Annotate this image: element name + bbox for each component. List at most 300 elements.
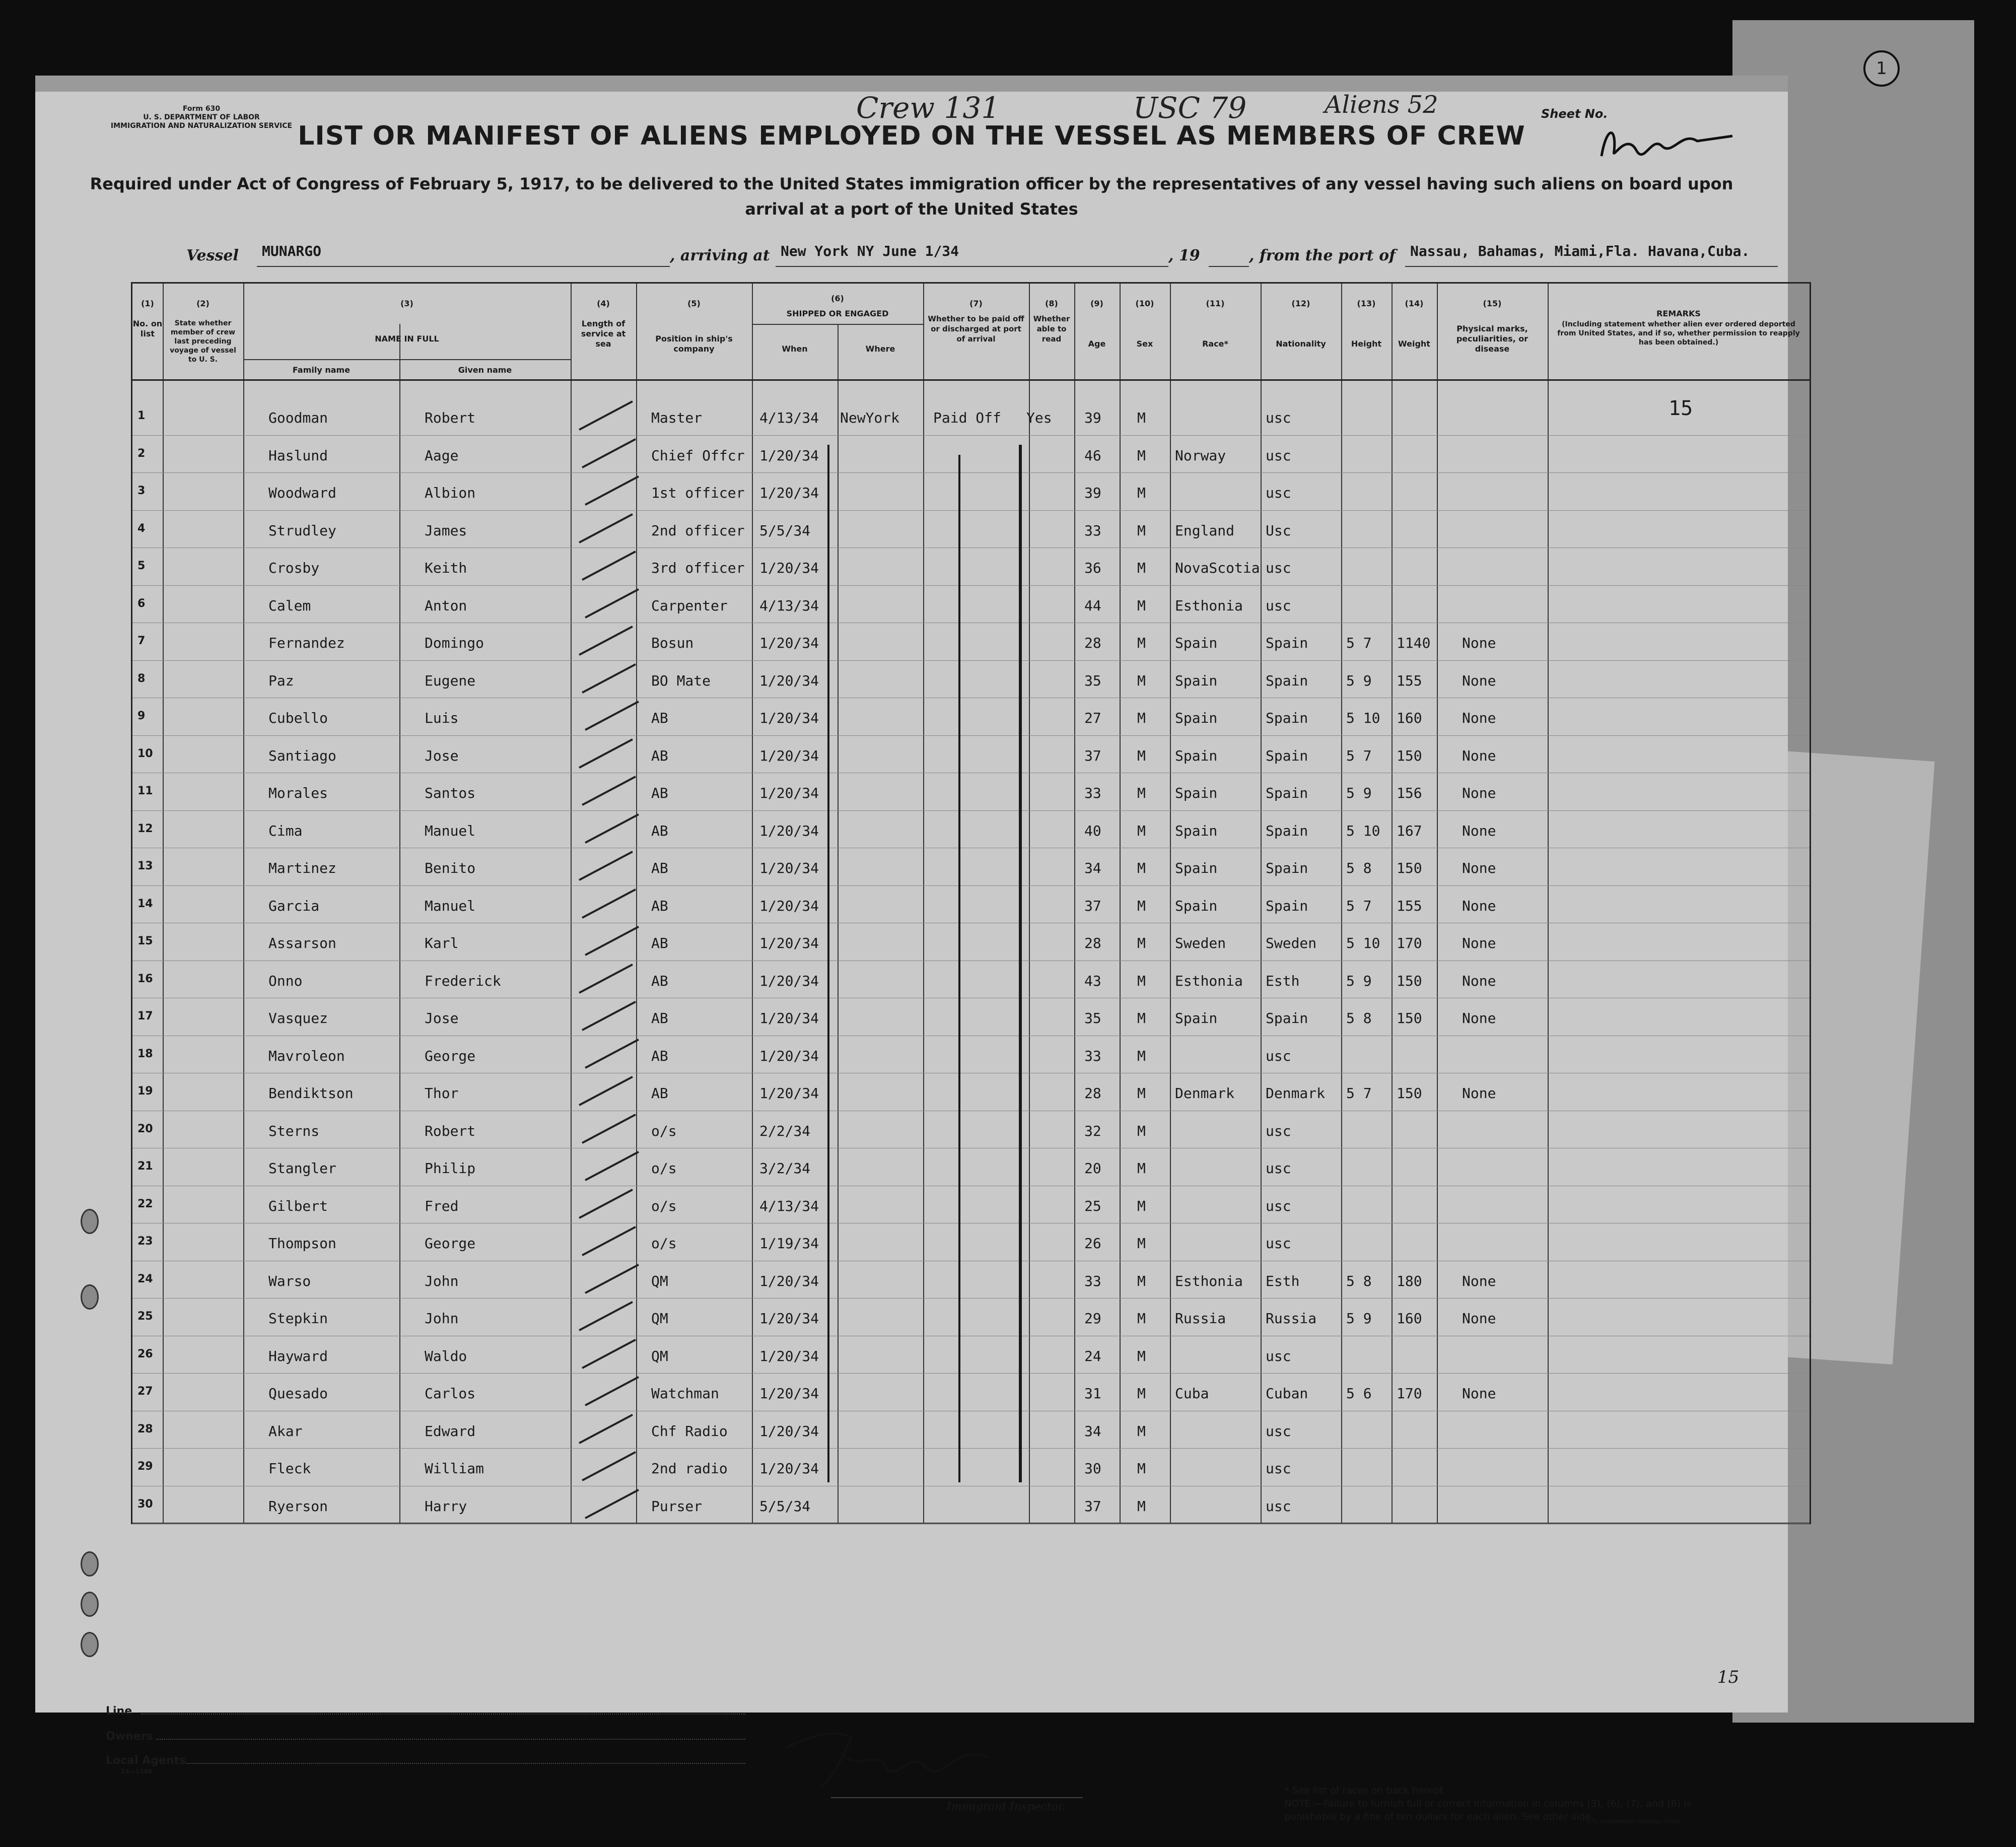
sheet-no-label: Sheet No.: [1541, 107, 1608, 121]
service-check-mark: [579, 1189, 633, 1219]
header-shipped-num: (6): [831, 294, 844, 303]
cell-nationality: usc: [1266, 1497, 1291, 1515]
cell-given-name: Eugene: [425, 672, 476, 689]
cell-given-name: Manuel: [425, 822, 476, 839]
cell-family-name: Goodman: [268, 409, 328, 426]
header-position: Position in ship's company: [655, 334, 733, 354]
page-top-strip: [35, 76, 1788, 92]
cell-nationality: Spain: [1266, 1010, 1308, 1027]
cell-weight: 150: [1397, 1010, 1422, 1027]
row-rule: [132, 735, 1810, 736]
cell-family-name: Fernandez: [268, 635, 345, 651]
signature-scrawl: [776, 1718, 1007, 1793]
cell-position: AB: [651, 860, 668, 876]
races-note: * See list of races on back hereof.: [1284, 1785, 1445, 1796]
cell-position: Purser: [651, 1497, 703, 1515]
header-nationality: Nationality: [1276, 339, 1326, 349]
cell-nationality: Spain: [1266, 747, 1308, 764]
cell-physical-marks: None: [1462, 1272, 1496, 1289]
cell-nationality: Spain: [1266, 710, 1308, 726]
binder-hole: [81, 1284, 99, 1310]
cell-shipped-when: 1/20/34: [759, 672, 819, 689]
cell-height: 5 7: [1346, 897, 1372, 914]
cell-physical-marks: None: [1462, 1085, 1496, 1102]
cell-family-name: Stepkin: [268, 1310, 328, 1327]
cell-given-name: Albion: [425, 485, 476, 501]
cell-age: 28: [1084, 1085, 1101, 1102]
binder-hole: [81, 1551, 99, 1577]
cell-sex: M: [1137, 1460, 1146, 1477]
cell-age: 28: [1084, 635, 1101, 651]
cell-race: Russia: [1175, 1310, 1226, 1327]
header-paid: Whether to be paid off or discharged at port of arrival: [928, 314, 1024, 344]
cell-weight: 150: [1397, 747, 1422, 764]
cell-shipped-when: 1/20/34: [759, 785, 819, 801]
cell-nationality: Russia: [1266, 1310, 1317, 1327]
service-check-mark: [579, 400, 633, 431]
cell-row-number: 30: [137, 1497, 153, 1511]
cell-given-name: Jose: [425, 1010, 459, 1027]
header-prev-voyage-num: (2): [196, 299, 210, 308]
cell-age: 24: [1084, 1347, 1101, 1364]
cell-race: Norway: [1175, 447, 1226, 464]
cell-sex: M: [1137, 447, 1146, 464]
cell-race: Spain: [1175, 897, 1218, 914]
cell-nationality: Spain: [1266, 897, 1308, 914]
cell-given-name: Karl: [425, 935, 459, 951]
cell-family-name: Stangler: [268, 1160, 336, 1177]
cell-age: 36: [1084, 560, 1101, 576]
cell-weight: 155: [1397, 672, 1422, 689]
cell-given-name: Aage: [425, 447, 459, 464]
cell-race: Esthonia: [1175, 972, 1243, 989]
page-number-circle: 1: [1863, 50, 1900, 87]
cell-physical-marks: None: [1462, 785, 1496, 801]
header-where: Where: [865, 344, 895, 354]
cell-sex: M: [1137, 897, 1146, 914]
service-check-mark: [582, 888, 636, 919]
cell-sex: M: [1137, 1272, 1146, 1289]
header-remarks: REMARKS: [1656, 309, 1701, 318]
col-divider: [399, 324, 400, 1523]
cell-age: 29: [1084, 1310, 1101, 1327]
cell-race: Spain: [1175, 822, 1218, 839]
cell-family-name: Paz: [268, 672, 294, 689]
cell-sex: M: [1137, 1122, 1146, 1139]
cell-height: 5 10: [1346, 935, 1380, 951]
cell-weight: 160: [1397, 1310, 1422, 1327]
ditto-bar-paid: [958, 455, 960, 1482]
service-check-mark: [579, 513, 633, 543]
cell-position: 2nd radio: [651, 1460, 728, 1477]
cell-age: 46: [1084, 447, 1101, 464]
crew-manifest-table: [131, 282, 1811, 1524]
header-race-num: (11): [1206, 299, 1225, 308]
cell-given-name: Harry: [425, 1497, 467, 1515]
header-remarks-note: (Including statement whether alien ever ordered deported from United States, and if so, whether permission to reapply has been obtained.): [1557, 320, 1800, 347]
year-underline: [1209, 266, 1249, 267]
cell-weight: 160: [1397, 710, 1422, 726]
cell-shipped-when: 1/20/34: [759, 1385, 819, 1402]
col-divider: [1120, 284, 1121, 1523]
arriving-value: New York NY June 1/34: [781, 243, 959, 259]
cell-family-name: Bendiktson: [268, 1085, 354, 1102]
cell-race: Sweden: [1175, 935, 1226, 951]
from-underline: [1405, 266, 1778, 267]
cell-position: Carpenter: [651, 597, 728, 614]
cell-shipped-when: 2/2/34: [759, 1122, 811, 1139]
cell-row-number: 2: [137, 447, 146, 460]
col-divider: [1170, 284, 1171, 1523]
cell-row-number: 10: [137, 747, 153, 760]
cell-race: Esthonia: [1175, 1272, 1243, 1289]
cell-race: Esthonia: [1175, 597, 1243, 614]
cell-nationality: usc: [1266, 597, 1291, 614]
cell-race: Spain: [1175, 1010, 1218, 1027]
cell-family-name: Thompson: [268, 1235, 336, 1252]
cell-race: Spain: [1175, 785, 1218, 801]
service-check-mark: [585, 1039, 639, 1069]
cell-shipped-when: 5/5/34: [759, 522, 811, 539]
cell-sex: M: [1137, 1047, 1146, 1064]
binder-hole: [81, 1209, 99, 1234]
cell-family-name: Akar: [268, 1422, 303, 1440]
row-rule: [132, 435, 1810, 436]
cell-given-name: Anton: [425, 597, 467, 614]
cell-nationality: usc: [1266, 485, 1291, 501]
cell-row-number: 1: [137, 409, 146, 422]
cell-given-name: Thor: [425, 1085, 459, 1102]
cell-physical-marks: None: [1462, 822, 1496, 839]
cell-sex: M: [1137, 1235, 1146, 1252]
cell-position: AB: [651, 1047, 668, 1064]
cell-row-number: 19: [137, 1085, 153, 1098]
cell-row-number: 23: [137, 1235, 153, 1248]
cell-family-name: Fleck: [268, 1460, 311, 1477]
cell-physical-marks: None: [1462, 1385, 1496, 1402]
cell-position: AB: [651, 710, 668, 726]
handwritten-crew-count: Crew 131: [856, 91, 1000, 125]
cell-row-number: 5: [137, 560, 146, 572]
cell-nationality: usc: [1266, 1460, 1291, 1477]
agents-dotted: [186, 1763, 745, 1764]
cell-row-number: 28: [137, 1422, 153, 1435]
cell-height: 5 7: [1346, 1085, 1372, 1102]
header-service-num: (4): [597, 299, 610, 308]
cell-family-name: Woodward: [268, 485, 336, 501]
shipped-subrule: [752, 324, 923, 325]
cell-shipped-when: 1/20/34: [759, 935, 819, 951]
year-label: , 19: [1168, 247, 1200, 264]
cell-nationality: Spain: [1266, 672, 1308, 689]
cell-family-name: Morales: [268, 785, 328, 801]
handwritten-aliens-count: Aliens 52: [1325, 91, 1438, 119]
cell-sex: M: [1137, 1085, 1146, 1102]
cell-age: 32: [1084, 1122, 1101, 1139]
cell-given-name: John: [425, 1310, 459, 1327]
cell-race: Cuba: [1175, 1385, 1209, 1402]
service-check-mark: [582, 1226, 636, 1256]
owners-dotted: [156, 1739, 745, 1740]
cell-age: 35: [1084, 672, 1101, 689]
cell-position: QM: [651, 1272, 668, 1289]
cell-weight: 155: [1397, 897, 1422, 914]
cell-position: BO Mate: [651, 672, 711, 689]
service-check-mark: [579, 1076, 633, 1106]
cell-sex: M: [1137, 822, 1146, 839]
cell-row-number: 22: [137, 1197, 153, 1210]
cell-position: AB: [651, 1085, 668, 1102]
line-label: Line: [106, 1705, 132, 1718]
cell-shipped-when: 4/13/34: [759, 1197, 819, 1214]
cell-given-name: Waldo: [425, 1347, 467, 1364]
printing-office: U. S. GOVERNMENT PRINTING OFFICE: [1586, 1819, 1681, 1825]
header-read-num: (8): [1045, 299, 1058, 308]
cell-nationality: usc: [1266, 1122, 1291, 1139]
vessel-name: MUNARGO: [262, 243, 322, 259]
cell-shipped-when: 1/20/34: [759, 635, 819, 651]
col-divider: [1029, 284, 1030, 1523]
service-check-mark: [579, 1414, 633, 1444]
header-marks: Physical marks, peculiarities, or disease: [1456, 324, 1528, 354]
cell-position: 3rd officer: [651, 560, 745, 576]
cell-given-name: George: [425, 1047, 476, 1064]
header-sex-num: (10): [1135, 299, 1154, 308]
cell-shipped-when: 1/20/34: [759, 1310, 819, 1327]
cell-row-number: 8: [137, 672, 146, 685]
cell-family-name: Ryerson: [268, 1497, 328, 1515]
header-no-num: (1): [141, 299, 154, 308]
cell-row-number: 9: [137, 710, 146, 722]
cell-nationality: Esth: [1266, 1272, 1300, 1289]
agents-label: Local Agents: [106, 1754, 186, 1767]
cell-weight: 167: [1397, 822, 1422, 839]
cell-family-name: Cima: [268, 822, 303, 839]
cell-position: o/s: [651, 1197, 677, 1214]
cell-given-name: Robert: [425, 1122, 476, 1139]
col-divider: [1392, 284, 1393, 1523]
header-when: When: [782, 344, 808, 354]
service-check-mark: [585, 1151, 639, 1181]
cell-position: QM: [651, 1347, 668, 1364]
cell-row-number: 24: [137, 1272, 153, 1285]
cell-race: Spain: [1175, 860, 1218, 876]
service-check-mark: [585, 475, 639, 506]
cell-age: 20: [1084, 1160, 1101, 1177]
cell-race: Spain: [1175, 710, 1218, 726]
cell-nationality: usc: [1266, 1160, 1291, 1177]
cell-shipped-when: 5/5/34: [759, 1497, 811, 1515]
from-label: , from the port of: [1249, 247, 1396, 264]
header-age: Age: [1088, 339, 1106, 349]
cell-physical-marks: None: [1462, 935, 1496, 951]
cell-family-name: Warso: [268, 1272, 311, 1289]
cell-given-name: Keith: [425, 560, 467, 576]
row-rule: [132, 585, 1810, 586]
cell-sex: M: [1137, 1422, 1146, 1440]
agents-code: 14—1340: [121, 1768, 153, 1775]
service-check-mark: [582, 1001, 636, 1031]
cell-nationality: usc: [1266, 447, 1291, 464]
cell-nationality: Esth: [1266, 972, 1300, 989]
remarks-count: 15: [1669, 397, 1693, 420]
cell-position: AB: [651, 747, 668, 764]
service-check-mark: [579, 964, 633, 994]
cell-position: o/s: [651, 1235, 677, 1252]
cell-age: 28: [1084, 935, 1101, 951]
cell-age: 37: [1084, 897, 1101, 914]
cell-position: Chf Radio: [651, 1422, 728, 1440]
cell-race: Denmark: [1175, 1085, 1235, 1102]
cell-sex: M: [1137, 409, 1146, 426]
cell-shipped-when: 3/2/34: [759, 1160, 811, 1177]
col-divider: [636, 284, 637, 1523]
col-divider: [243, 284, 244, 1523]
cell-sex: M: [1137, 860, 1146, 876]
row-rule: [132, 1448, 1810, 1449]
cell-height: 5 8: [1346, 1272, 1372, 1289]
cell-age: 40: [1084, 822, 1101, 839]
cell-shipped-when: 1/20/34: [759, 1047, 819, 1064]
handwritten-usc-count: USC 79: [1133, 91, 1247, 125]
vessel-label: Vessel: [186, 247, 239, 264]
cell-shipped-when: 1/20/34: [759, 1460, 819, 1477]
cell-shipped-when: 1/20/34: [759, 710, 819, 726]
header-no: No. on list: [132, 319, 163, 338]
cell-family-name: Gilbert: [268, 1197, 328, 1214]
header-name-num: (3): [400, 299, 413, 308]
cell-race: Spain: [1175, 672, 1218, 689]
cell-paid-off: Paid Off: [933, 409, 1001, 426]
ditto-bar-where: [827, 445, 829, 1482]
header-shipped: SHIPPED OR ENGAGED: [786, 309, 889, 318]
service-check-mark: [585, 1376, 639, 1406]
cell-position: AB: [651, 972, 668, 989]
cell-nationality: Spain: [1266, 860, 1308, 876]
cell-shipped-when: 1/20/34: [759, 1422, 819, 1440]
cell-family-name: Martinez: [268, 860, 336, 876]
inspector-rule: [831, 1797, 1083, 1798]
cell-family-name: Strudley: [268, 522, 336, 539]
cell-family-name: Onno: [268, 972, 303, 989]
cell-age: 37: [1084, 1497, 1101, 1515]
cell-given-name: Manuel: [425, 897, 476, 914]
row-rule: [132, 1523, 1810, 1524]
cell-weight: 150: [1397, 972, 1422, 989]
cell-nationality: usc: [1266, 1197, 1291, 1214]
name-subrule: [243, 359, 571, 360]
cell-row-number: 15: [137, 935, 153, 947]
cell-physical-marks: None: [1462, 672, 1496, 689]
cell-shipped-when: 4/13/34: [759, 597, 819, 614]
inspector-label: Immigrant Inspector.: [947, 1801, 1066, 1813]
cell-physical-marks: None: [1462, 1310, 1496, 1327]
service-check-mark: [582, 1114, 636, 1144]
cell-position: AB: [651, 822, 668, 839]
header-paid-num: (7): [969, 299, 983, 308]
col-divider: [1341, 284, 1342, 1523]
cell-physical-marks: None: [1462, 747, 1496, 764]
ditto-bar-read: [1019, 445, 1022, 1482]
cell-given-name: Carlos: [425, 1385, 476, 1402]
cell-shipped-when: 1/20/34: [759, 747, 819, 764]
cell-able-to-read: Yes: [1026, 409, 1052, 426]
from-port-value: Nassau, Bahamas, Miami,Fla. Havana,Cuba.: [1410, 243, 1750, 259]
service-check-mark: [579, 851, 633, 881]
cell-position: Master: [651, 409, 703, 426]
cell-given-name: Luis: [425, 710, 459, 726]
row-rule: [132, 885, 1810, 886]
cell-given-name: Edward: [425, 1422, 476, 1440]
binder-hole: [81, 1592, 99, 1617]
cell-age: 37: [1084, 747, 1101, 764]
cell-age: 39: [1084, 409, 1101, 426]
cell-position: AB: [651, 935, 668, 951]
service-check-mark: [585, 1264, 639, 1294]
cell-position: Bosun: [651, 635, 694, 651]
cell-row-number: 16: [137, 972, 153, 985]
cell-sex: M: [1137, 972, 1146, 989]
cell-given-name: Robert: [425, 409, 476, 426]
col-divider: [752, 284, 753, 1523]
cell-age: 44: [1084, 597, 1101, 614]
cell-shipped-when: 1/20/34: [759, 1272, 819, 1289]
service-check-mark: [582, 551, 636, 581]
header-bottom-rule: [132, 379, 1810, 381]
cell-nationality: usc: [1266, 560, 1291, 576]
cell-shipped-where: NewYork: [840, 409, 900, 426]
cell-given-name: Santos: [425, 785, 476, 801]
cell-row-number: 12: [137, 822, 153, 835]
cell-sex: M: [1137, 747, 1146, 764]
header-service: Length of service at sea: [581, 319, 626, 349]
col-divider: [838, 324, 839, 1523]
cell-shipped-when: 1/20/34: [759, 560, 819, 576]
form-service: IMMIGRATION AND NATURALIZATION SERVICE: [110, 122, 293, 130]
cell-physical-marks: None: [1462, 897, 1496, 914]
cell-age: 25: [1084, 1197, 1101, 1214]
cell-position: AB: [651, 1010, 668, 1027]
cell-shipped-when: 1/20/34: [759, 822, 819, 839]
header-height: Height: [1351, 339, 1382, 349]
service-check-mark: [585, 588, 639, 619]
page-subtitle: Required under Act of Congress of February 5, 1917, to be delivered to the United States immigration officer by the representatives of any vessel having such aliens on board upon arrival at a port of the United States: [90, 174, 1733, 219]
cell-nationality: Cuban: [1266, 1385, 1308, 1402]
header-age-num: (9): [1090, 299, 1103, 308]
service-check-mark: [579, 738, 633, 769]
col-divider: [1548, 284, 1549, 1523]
cell-weight: 150: [1397, 1085, 1422, 1102]
cell-height: 5 8: [1346, 1010, 1372, 1027]
header-sex: Sex: [1136, 339, 1153, 349]
cell-family-name: Mavroleon: [268, 1047, 345, 1064]
cell-sex: M: [1137, 1497, 1146, 1515]
cell-sex: M: [1137, 710, 1146, 726]
header-prev-voyage: State whether member of crew last preceding voyage of vessel to U. S.: [170, 319, 236, 364]
cell-age: 35: [1084, 1010, 1101, 1027]
cell-family-name: Haslund: [268, 447, 328, 464]
header-nationality-num: (12): [1291, 299, 1310, 308]
col-divider: [1261, 284, 1262, 1523]
cell-height: 5 9: [1346, 785, 1372, 801]
cell-family-name: Assarson: [268, 935, 336, 951]
cell-age: 33: [1084, 522, 1101, 539]
cell-shipped-when: 1/19/34: [759, 1235, 819, 1252]
cell-given-name: Domingo: [425, 635, 484, 651]
cell-nationality: Sweden: [1266, 935, 1317, 951]
service-check-mark: [579, 626, 633, 656]
cell-height: 5 9: [1346, 1310, 1372, 1327]
